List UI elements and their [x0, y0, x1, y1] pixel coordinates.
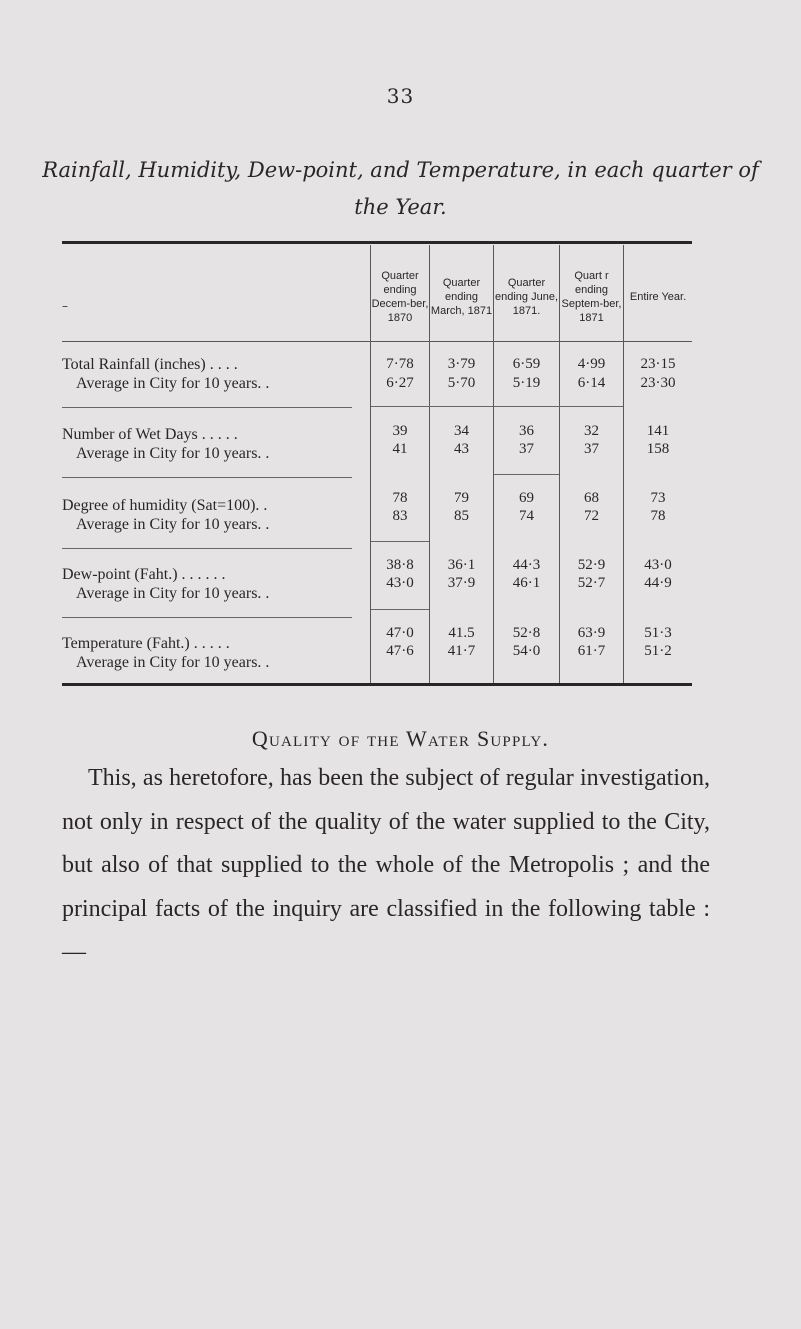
row-label-main: Number of Wet Days . . . . . [62, 426, 238, 443]
table-cell: 37·9 [447, 575, 476, 591]
table-cell: 5·70 [447, 375, 476, 391]
table-cell: 44·9 [644, 575, 672, 591]
column-header: Quarter ending June, 1871. [495, 277, 558, 317]
table-cell: 79 [454, 490, 469, 506]
row-separator [371, 406, 493, 407]
body-paragraph: This, as heretofore, has been the subject of regular investigation, not only in respect of the quality of the water supplied to the City, but also of that supplied to the whole of the Metropolis ; and the principal facts of the inquiry are classified in the following table :— [62, 765, 710, 965]
table-cell: 32 [584, 423, 599, 439]
table-cell: 37 [519, 441, 534, 457]
row-label-average: Average in City for 10 years. . [76, 375, 270, 392]
row-label-main: Total Rainfall (inches) . . . . [62, 356, 238, 373]
row-separator [494, 474, 559, 475]
page-number: 33 [386, 84, 415, 108]
header-corner: – [62, 299, 68, 313]
table-cell: 72 [584, 508, 599, 524]
table-cell: 52·8 [512, 625, 541, 641]
table-cell: 51·3 [644, 625, 672, 641]
row-label-main: Temperature (Faht.) . . . . . [62, 635, 230, 652]
table-cell: 3·79 [447, 356, 476, 372]
row-label-humidity [62, 496, 372, 534]
column-header: Quarter ending Decem-ber, 1870 [371, 270, 429, 324]
row-separator [62, 477, 352, 478]
row-label-average: Average in City for 10 years. . [76, 516, 270, 533]
table-cell: 39 [392, 423, 408, 439]
row-label-main: Dew-point (Faht.) . . . . . . [62, 566, 226, 583]
table-cell: 78 [392, 490, 408, 506]
row-label-average: Average in City for 10 years. . [76, 445, 270, 462]
table-cell: 83 [392, 508, 408, 524]
row-label-average: Average in City for 10 years. . [76, 585, 270, 602]
table-cell: 41 [392, 441, 408, 457]
row-separator [371, 609, 429, 610]
column-header: Quarter ending March, 1871 [430, 277, 493, 317]
row-label-temperature [62, 634, 372, 672]
table-cell: 158 [646, 441, 670, 457]
table-cell: 46·1 [512, 575, 541, 591]
row-label-main: Degree of humidity (Sat=100). . [62, 497, 268, 514]
table-cell: 36 [519, 423, 534, 439]
table-cell: 7·78 [386, 356, 414, 372]
table-cell: 54·0 [512, 643, 541, 659]
row-label-wet-days [62, 425, 372, 463]
header-rule [62, 341, 692, 342]
section-heading: Quality of the Water Supply. [251, 726, 550, 751]
table-cell: 51·2 [644, 643, 672, 659]
table-bottom-rule [62, 683, 692, 686]
table-cell: 34 [454, 423, 469, 439]
table-cell: 52·7 [577, 575, 606, 591]
table-top-rule [62, 241, 692, 244]
row-separator [62, 407, 352, 408]
table-cell: 74 [519, 508, 534, 524]
table-cell: 141 [646, 423, 670, 439]
table-cell: 43 [454, 441, 469, 457]
table-cell: 38·8 [386, 557, 414, 573]
table-cell: 5·19 [512, 375, 541, 391]
table-cell: 23·15 [640, 356, 676, 372]
row-separator [494, 406, 623, 407]
table-cell: 37 [584, 441, 599, 457]
table-cell: 43·0 [386, 575, 414, 591]
table-cell: 44·3 [512, 557, 541, 573]
table-cell: 78 [650, 508, 666, 524]
table-cell: 73 [650, 490, 666, 506]
row-separator [62, 617, 352, 618]
table-cell: 68 [584, 490, 599, 506]
column-header: Entire Year. [629, 291, 687, 303]
table-cell: 23·30 [640, 375, 676, 391]
table-cell: 6·59 [512, 356, 541, 372]
table-cell: 4·99 [577, 356, 606, 372]
row-separator [62, 548, 352, 549]
table-cell: 69 [519, 490, 534, 506]
table-cell: 61·7 [577, 643, 606, 659]
table-title: Rainfall, Humidity, Dew-point, and Temperature, in each quarter of the Year. [42, 158, 759, 219]
table-cell: 47·0 [386, 625, 414, 641]
column-header: Quart r ending Septem-ber, 1871 [561, 270, 622, 324]
table-cell: 41.5 [448, 625, 475, 641]
table-cell: 36·1 [447, 557, 476, 573]
table-cell: 41·7 [447, 643, 476, 659]
row-label-rainfall [62, 355, 372, 393]
table-cell: 47·6 [386, 643, 414, 659]
table-cell: 85 [454, 508, 469, 524]
table-cell: 6·27 [386, 375, 414, 391]
table-cell: 43·0 [644, 557, 672, 573]
row-label-average: Average in City for 10 years. . [76, 654, 270, 671]
row-label-dew-point [62, 565, 372, 603]
table-cell: 6·14 [577, 375, 606, 391]
table-cell: 63·9 [577, 625, 606, 641]
table-cell: 52·9 [577, 557, 606, 573]
row-separator [371, 541, 429, 542]
